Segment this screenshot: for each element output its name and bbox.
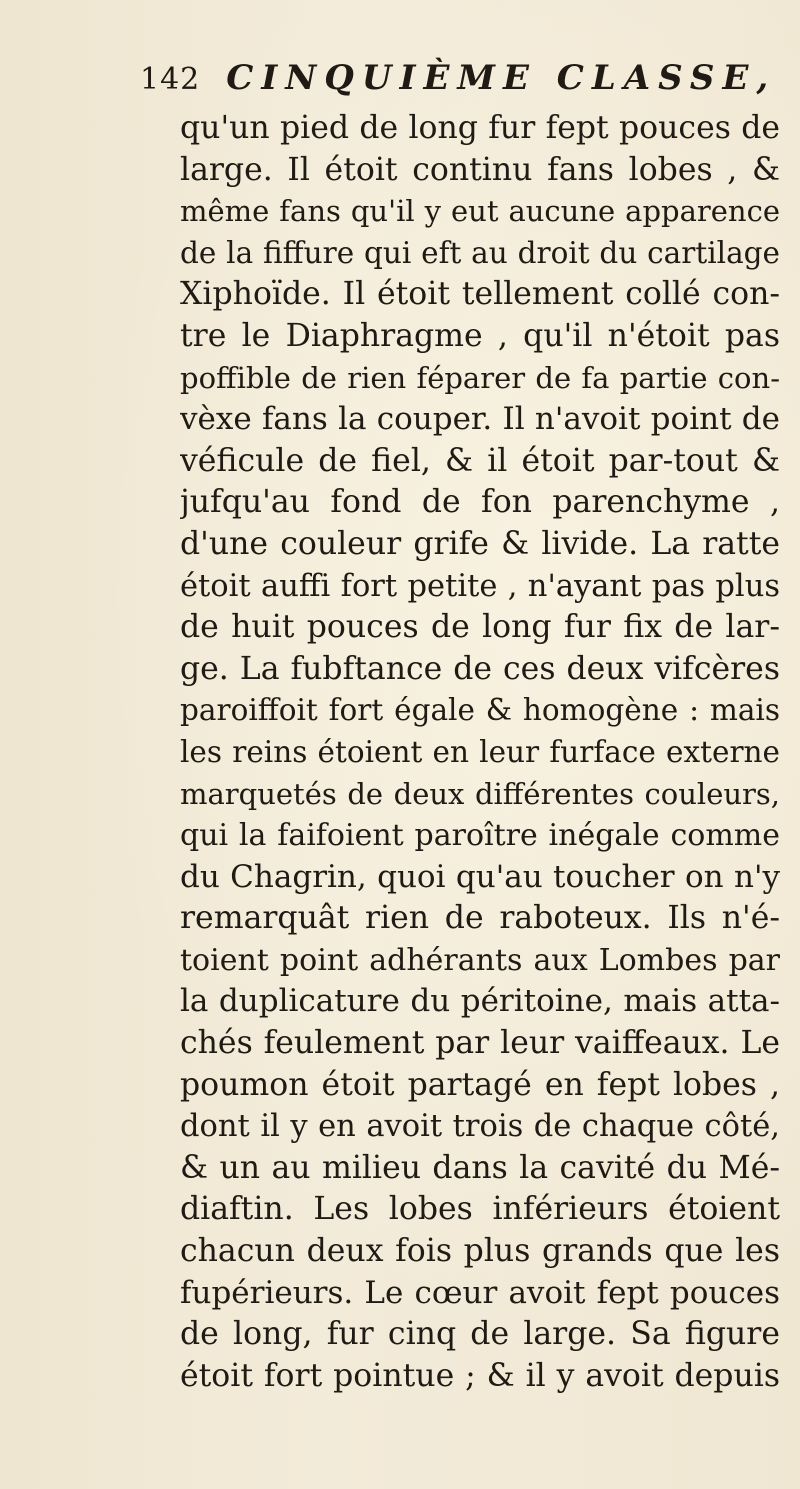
text-line: qu'un pied de long fur fept pouces de <box>180 110 780 146</box>
text-line: toient point adhérants aux Lombes par <box>180 942 780 978</box>
text-line: étoit auffi fort petite , n'ayant pas plus <box>180 568 780 604</box>
page-header <box>140 58 777 108</box>
running-title: CINQUIÈME CLASSE, <box>226 58 777 98</box>
text-line: diaftin. Les lobes inférieurs étoient <box>180 1191 780 1228</box>
text-line: étoit fort pointue ; & il y avoit depuis <box>180 1357 780 1394</box>
text-line: de long, fur cinq de large. Sa figure <box>180 1316 780 1353</box>
text-line: large. Il étoit continu fans lobes , & <box>180 151 780 188</box>
text-line: les reins étoient en leur furface externe <box>180 734 780 769</box>
text-line: vèxe fans la couper. Il n'avoit point de <box>180 401 780 438</box>
page-number: 142 <box>140 62 201 97</box>
text-line: chacun deux fois plus grands que les <box>180 1233 780 1270</box>
text-line: poumon étoit partagé en fept lobes , <box>180 1066 780 1103</box>
text-line: du Chagrin, quoi qu'au toucher on n'y <box>180 858 780 895</box>
text-line: d'une couleur grife & livide. La ratte <box>180 525 780 562</box>
text-line: qui la faifoient paroître inégale comme <box>180 818 780 854</box>
text-line: jufqu'au fond de fon parenchyme , <box>180 484 780 521</box>
text-line: & un au milieu dans la cavité du Mé- <box>180 1149 780 1186</box>
text-line: poffible de rien féparer de fa partie con- <box>180 360 780 395</box>
text-line: paroiffoit fort égale & homogène : mais <box>180 693 780 728</box>
text-line: remarquât rien de raboteux. Ils n'é- <box>180 900 780 937</box>
text-line: ge. La fubftance de ces deux vifcères <box>180 650 780 687</box>
text-line: la duplicature du péritoine, mais atta- <box>180 983 780 1020</box>
text-line: Xiphoïde. Il étoit tellement collé con- <box>180 276 780 313</box>
text-line: tre le Diaphragme , qu'il n'étoit pas <box>180 317 780 354</box>
text-line: chés feulement par leur vaiffeaux. Le <box>180 1025 780 1062</box>
text-line: même fans qu'il y eut aucune apparence <box>180 194 780 229</box>
body-text <box>180 108 780 1397</box>
text-line: dont il y en avoit trois de chaque côté, <box>180 1109 780 1145</box>
text-line: fupérieurs. Le cœur avoit fept pouces <box>180 1274 780 1311</box>
text-line: marquetés de deux différentes couleurs, <box>180 776 780 811</box>
text-line: de la fiffure qui eft au droit du cartilage <box>180 235 780 270</box>
text-line: véficule de fiel, & il étoit par-tout & <box>180 442 780 479</box>
text-line: de huit pouces de long fur fix de lar- <box>180 609 780 646</box>
